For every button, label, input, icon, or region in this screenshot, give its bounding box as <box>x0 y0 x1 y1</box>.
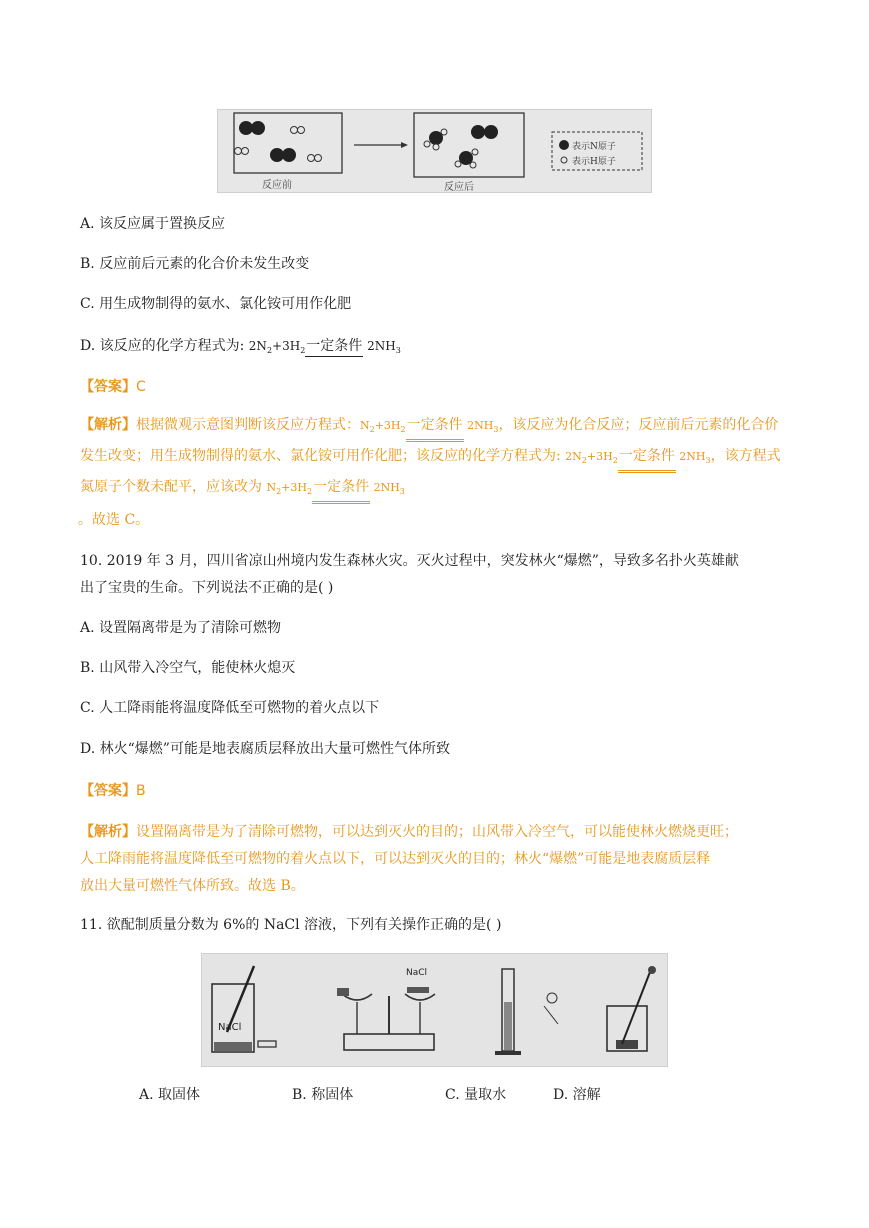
equation: $2N_2+3H_2$一定条件 $2NH_3$ <box>248 338 401 355</box>
q11-stem: 11. 欲配制质量分数为 6%的 NaCl 溶液，下列有关操作正确的是( ) <box>80 917 502 933</box>
q9-answer <box>80 377 146 397</box>
q10-analysis-1: 【解析】设置隔离带是为了清除可燃物，可以达到灭火的目的；山风带入冷空气，可以能使林火燃烧更旺； <box>80 824 738 840</box>
q10-option-c: C. 人工降雨能将温度降低至可燃物的着火点以下 <box>80 700 380 716</box>
caption-a: A. 取固体 <box>139 1087 201 1103</box>
answer-value: B <box>136 783 146 799</box>
q10-analysis-3: 放出大量可燃性气体所致。故选 B。 <box>80 878 305 894</box>
q10-stem-1: 10. 2019 年 3 月，四川省凉山州境内发生森林火灾。灭火过程中，突发林火“爆燃”，导致多名扑火英雄献 <box>80 553 739 569</box>
equation-2: $2N_2+3H_2$一定条件 $2NH_3$ <box>565 450 710 463</box>
reaction-diagram <box>217 109 652 193</box>
analysis-tag: 【解析】 <box>80 824 136 840</box>
equation-3: $N_2+3H_2$一定条件 $2NH_3$ <box>266 481 404 494</box>
reaction-condition: 一定条件 <box>305 336 363 357</box>
q10-option-d: D. 林火“爆燃”可能是地表腐质层释放出大量可燃性气体所致 <box>80 741 450 757</box>
q9-option-d-text: D. 该反应的化学方程式为: <box>80 338 249 354</box>
answer-tag: 【答案】 <box>80 783 136 799</box>
q9-analysis-end: 。故选 C。 <box>78 512 150 528</box>
caption-b: B. 称固体 <box>292 1087 354 1103</box>
caption-d: D. 溶解 <box>553 1087 601 1103</box>
analysis-text-3: ，该方程式氮原子个数未配平，应该改为 <box>80 448 781 495</box>
legend-n-label: 表示N原子 <box>572 142 616 152</box>
balance-label: NaCl <box>406 968 428 978</box>
q10-stem-2: 出了宝贵的生命。下列说法不正确的是( ) <box>80 580 334 596</box>
q10-option-b: B. 山风带入冷空气，能使林火熄灭 <box>80 660 296 676</box>
lab-operations-figure <box>201 953 668 1067</box>
analysis-text-2: ，该反应为化合反应；反应前后元素的化合价发生改变；用生成物制得的氨水、氯化铵可用作化肥；该反应的化学方程式为: <box>80 417 779 464</box>
q10-answer <box>80 781 146 801</box>
q9-option-b: B. 反应前后元素的化合价未发生改变 <box>80 256 310 272</box>
caption-c: C. 量取水 <box>445 1087 507 1103</box>
before-label: 反应前 <box>262 180 292 191</box>
q9-option-a: A. 该反应属于置换反应 <box>80 216 226 232</box>
analysis-tag: 【解析】 <box>80 417 136 433</box>
equation-1: $N_2+3H_2$一定条件 $2NH_3$ <box>360 419 498 432</box>
jar-label: NaCl <box>218 1022 242 1033</box>
q10-option-a: A. 设置隔离带是为了清除可燃物 <box>80 620 282 636</box>
answer-value: C <box>136 379 146 395</box>
q10-analysis-2: 人工降雨能将温度降低至可燃物的着火点以下，可以达到灭火的目的；林火“爆燃”可能是地表腐质层释 <box>80 851 711 867</box>
q9-option-c: C. 用生成物制得的氨水、氯化铵可用作化肥 <box>80 296 352 312</box>
q9-analysis <box>80 412 792 505</box>
after-label: 反应后 <box>444 182 474 193</box>
legend-h-label: 表示H原子 <box>572 157 616 167</box>
analysis-text-1: 根据微观示意图判断该反应方程式： <box>136 417 360 433</box>
answer-tag: 【答案】 <box>80 379 136 395</box>
q9-option-d <box>80 336 401 361</box>
